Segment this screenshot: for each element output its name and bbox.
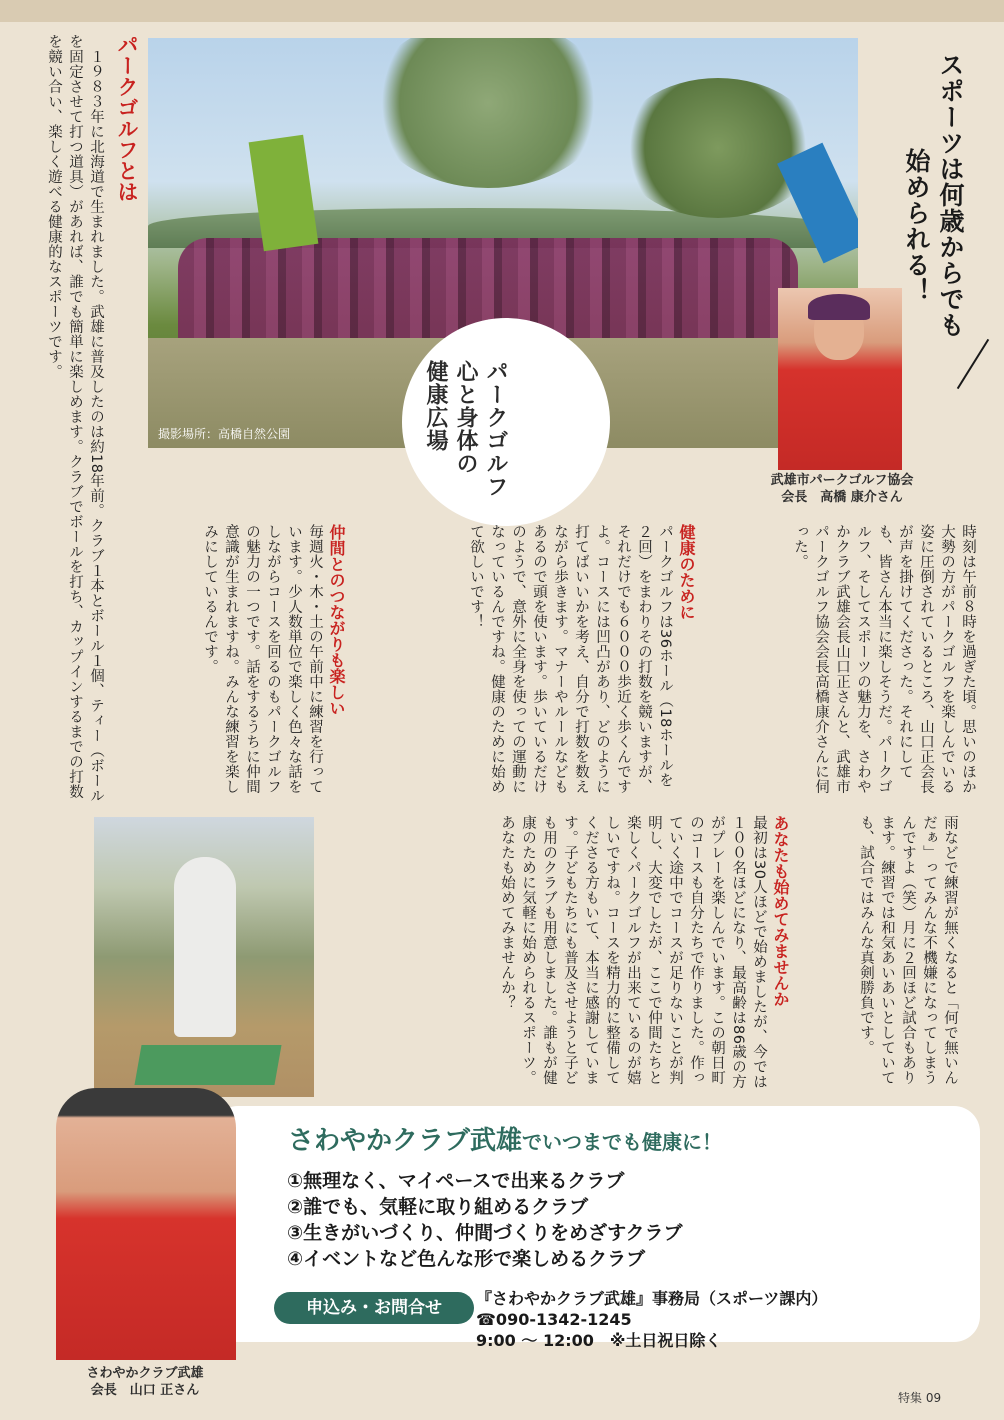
player-photo	[94, 817, 314, 1097]
club-name: さわやかクラブ武雄	[288, 1126, 523, 1156]
portrait-takahashi	[778, 288, 902, 470]
club-title	[288, 1120, 722, 1157]
caption-line: 会長 山口 正さん	[90, 1383, 200, 1398]
photo-player	[174, 857, 236, 1037]
caption-line: 武雄市パークゴルフ協会	[770, 473, 914, 488]
portrait-yamaguchi-caption	[40, 1365, 250, 1399]
list-item: ①無理なく、マイペースで出来るクラブ	[287, 1170, 625, 1192]
health-body: パークゴルフは36ホール（18ホールを２回）をまわりその打数を競いますが、それだけでも６０００歩近く歩くんですよ。コースには凹凸があり、どのように打てばいいかを考え、自分で打数を数えながら歩きます。マナーやルールなどもあるので頭を使います。歩いているだけのようで、意外に全身を使っての運動になっているんですね。健康のために始めて欲しいです！	[468, 524, 673, 794]
page-number: 特集 09	[898, 1391, 942, 1405]
start-body: 最初は30人ほどで始めましたが、今では１００名ほどになり、最高齢は86歳の方がプレーを楽しんでいます。この朝日町のコースも自分たちで作りました。作っていく途中でコースが足りないことが判明し、大変でしたが、ここで仲間たちと楽しくパークゴルフが出来ているのが嬉しいですね。コースを精力的に整備してくださる方もいて、本当に感謝しています。子どもたちにも普及させようと子ども用のクラブも用意しました。誰もが健康のために気軽に始められるスポーツ。あなたも始めてみませんか？	[499, 815, 767, 1090]
photo-tree	[618, 78, 818, 218]
circle-title-line: パークゴルフ	[483, 360, 508, 498]
photo-tree	[368, 38, 608, 188]
list-item: ④イベントなど色んな形で楽しめるクラブ	[287, 1248, 646, 1270]
circle-title-line: 心と身体の	[453, 360, 478, 475]
portrait-takahashi-caption	[762, 472, 922, 506]
photo-caption: 撮影場所：高橋自然公園	[158, 427, 291, 441]
health-heading: 健康のために	[677, 524, 696, 620]
practice-text: 雨などで練習が無くなると「何で無いんだぁ」ってみんな不機嫌になってしまうんですよ（笑）月に２回ほど試合もあります。練習では和気あいあいとしていても、試合ではみんな真剣勝負です。	[858, 815, 958, 1085]
contact-label: 申込み・お問合せ	[274, 1292, 474, 1324]
contact-details	[476, 1288, 827, 1351]
start-heading: あなたも始めてみませんか	[771, 815, 790, 1007]
top-band	[0, 0, 1004, 22]
portrait-cap	[808, 294, 870, 320]
contact-office: 『さわやかクラブ武雄』事務局（スポーツ課内）	[476, 1289, 828, 1308]
headline-line-1: スポーツは何歳からでも	[936, 52, 965, 338]
contact-phone[interactable]: ☎090-1342-1245	[476, 1310, 632, 1329]
intro-text: 時刻は午前８時を過ぎた頃。思いのほか大勢の方がパークゴルフを楽しんでいる姿に圧倒されているところ、山口正会長が声を掛けてくださった。それにしても、皆さん本当に楽しそうだ。パークゴルフ、そしてスポーツの魅力を、さわやかクラブ武雄会長山口正さんと、武雄市パークゴルフ協会会長高橋康介さんに伺った。	[792, 524, 976, 794]
sidebar-about	[22, 34, 142, 804]
friends-body: 毎週火・木・土の午前中に練習を行っています。少人数単位で楽しく色々な話をしながらコースを回るのもパークゴルフの魅力の一つです。話をするうちに仲間意識が生まれますね。みんな練習を楽しみにしているんです。	[202, 524, 323, 794]
caption-line: さわやかクラブ武雄	[86, 1366, 204, 1381]
contact-hours: 9:00 ～ 12:00 ※土日祝日除く	[476, 1331, 722, 1350]
sidebar-heading: パークゴルフとは	[115, 34, 139, 202]
caption-line: 会長 高橋 康介さん	[781, 490, 903, 505]
sidebar-body: １９８３年に北海道で生まれました。武雄に普及したのは約18年前。クラブ１本とボール１個、ティー（ボールを固定させて打つ道具）があれば、誰でも簡単に楽しめます。クラブでボールを打ち、カップインするまでの打数を競い合い、楽しく遊べる健康的なスポーツです。	[46, 34, 104, 804]
circle-title-line: 健康広場	[423, 360, 448, 452]
list-item: ③生きがいづくり、仲間づくりをめざすクラブ	[287, 1222, 683, 1244]
photo-tee-mat	[134, 1045, 281, 1085]
list-item: ②誰でも、気軽に取り組めるクラブ	[287, 1196, 589, 1218]
circle-title	[420, 360, 510, 500]
club-title-suffix: でいつまでも健康に！	[522, 1130, 723, 1154]
section-friends	[152, 524, 348, 799]
headline-line-2: 始められる！	[902, 148, 931, 304]
portrait-yamaguchi	[56, 1088, 236, 1360]
section-start	[346, 815, 792, 1090]
club-feature-list	[287, 1168, 683, 1272]
section-health	[350, 524, 698, 799]
friends-heading: 仲間とのつながりも楽しい	[327, 524, 346, 716]
